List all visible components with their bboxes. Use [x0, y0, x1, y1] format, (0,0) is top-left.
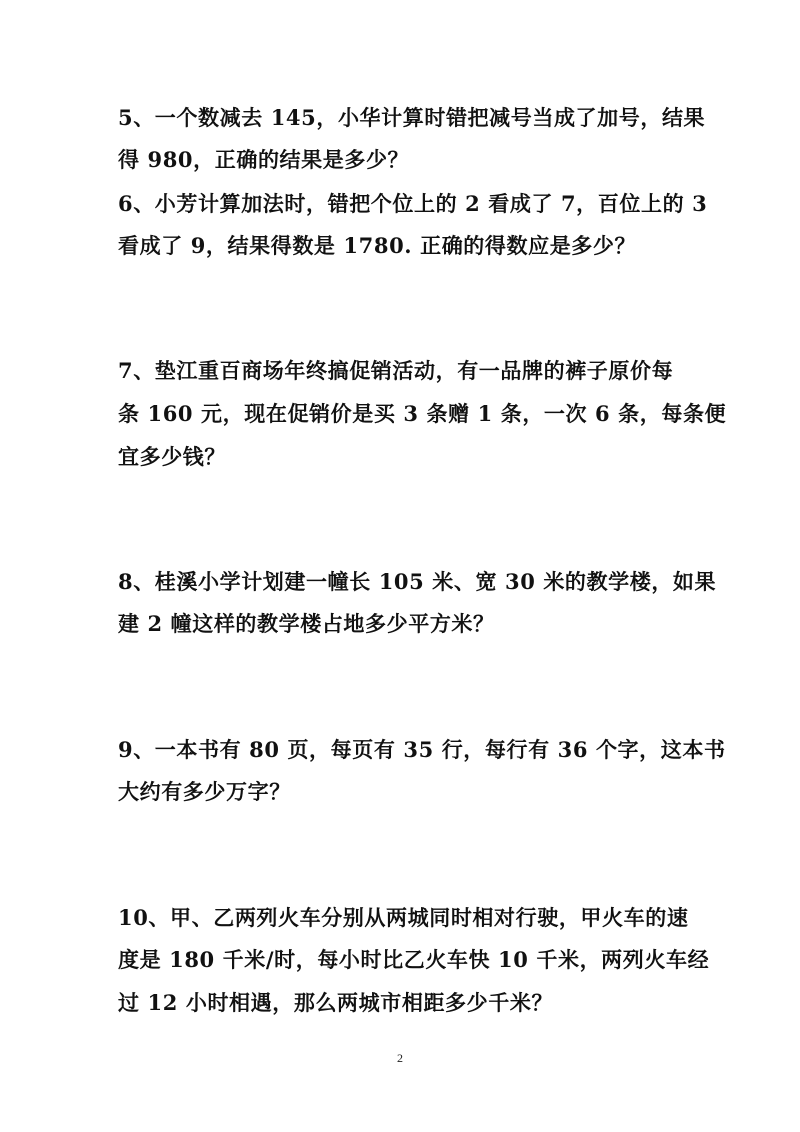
question-8-line-2: 建 2 幢这样的教学楼占地多少平方米？	[118, 611, 495, 636]
question-9-line-2: 大约有多少万字？	[118, 779, 291, 804]
question-7-line-2: 条 160 元，现在促销价是买 3 条赠 1 条，一次 6 条，每条便	[118, 401, 727, 426]
question-7-line-3: 宜多少钱？	[118, 444, 226, 469]
question-5-line-2: 得 980，正确的结果是多少？	[118, 147, 410, 172]
question-8-line-1: 8、桂溪小学计划建一幢长 105 米、宽 30 米的教学楼，如果	[118, 569, 717, 594]
question-10-line-2: 度是 180 千米/时，每小时比乙火车快 10 千米，两列火车经	[118, 947, 710, 972]
question-6-line-2: 看成了 9，结果得数是 1780. 正确的得数应是多少？	[118, 233, 637, 258]
question-5-line-1: 5、一个数减去 145，小华计算时错把减号当成了加号，结果	[118, 105, 706, 130]
question-7-line-1: 7、垫江重百商场年终搞促销活动，有一品牌的裤子原价每	[118, 358, 674, 383]
question-10-line-1: 10、甲、乙两列火车分别从两城同时相对行驶，甲火车的速	[118, 905, 689, 930]
question-6-line-1: 6、小芳计算加法时，错把个位上的 2 看成了 7，百位上的 3	[118, 191, 708, 216]
question-9-line-1: 9、一本书有 80 页，每页有 35 行，每行有 36 个字，这本书	[118, 737, 726, 762]
page-number: 2	[397, 1051, 403, 1065]
question-10-line-3: 过 12 小时相遇，那么两城市相距多少千米？	[118, 990, 554, 1015]
